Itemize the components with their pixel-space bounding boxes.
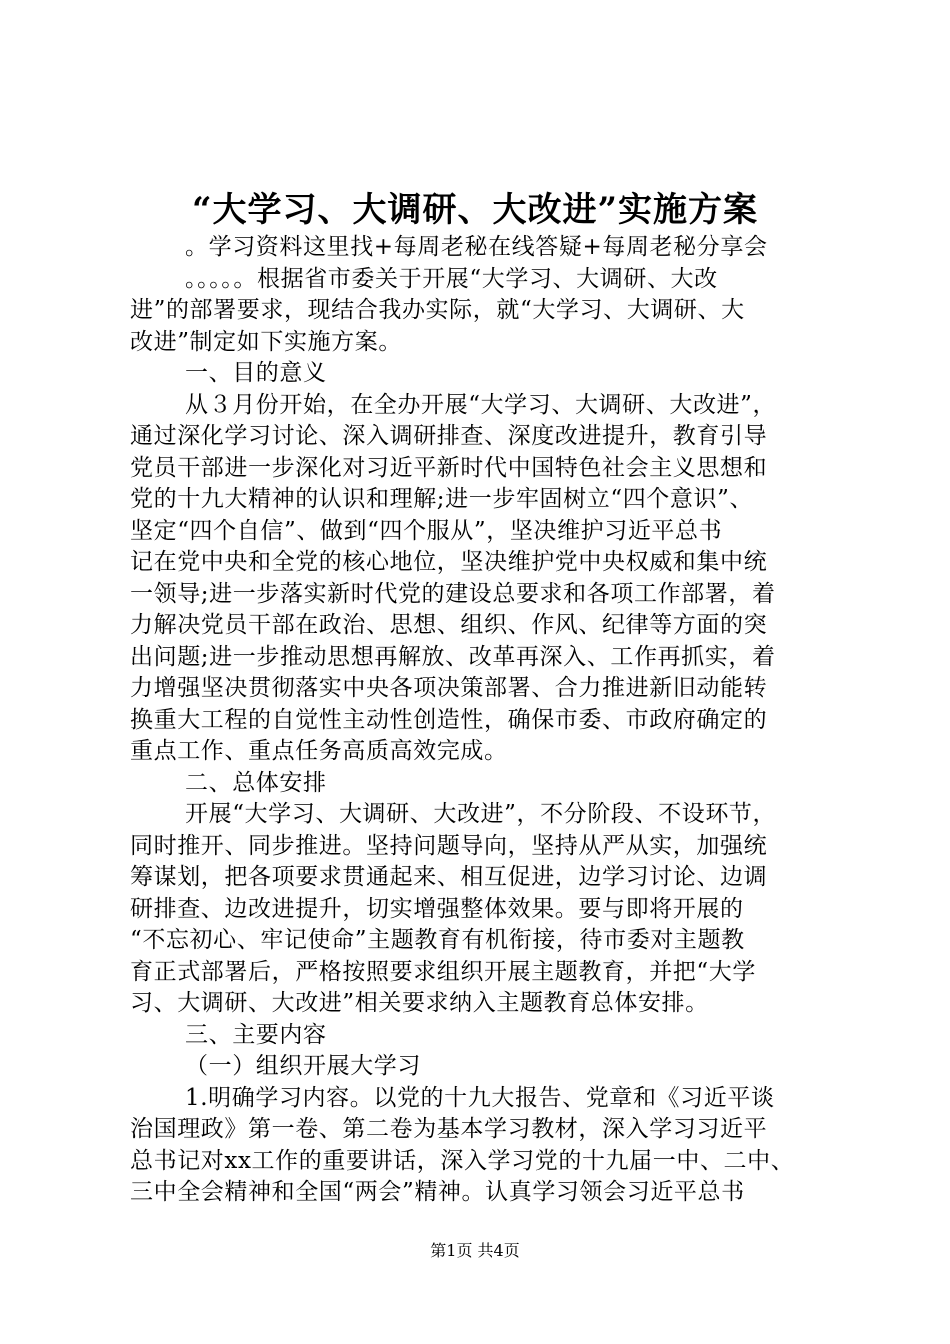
text-line: “不忘初心、牢记使命”主题教育有机衔接，待市委对主题教 xyxy=(130,927,745,953)
page-footer: 第1页 共4页 xyxy=(430,1241,520,1260)
document-title: “大学习、大调研、大改进”实施方案 xyxy=(191,190,759,230)
text-line: 从３月份开始，在全办开展“大学习、大调研、大改进”， xyxy=(185,391,777,418)
text-line: 一、目的意义 xyxy=(185,360,327,386)
text-line: 力解决党员干部在政治、思想、组织、作风、纪律等方面的突 xyxy=(130,612,768,638)
text-line: 二、总体安排 xyxy=(185,769,327,796)
text-line: 力增强坚决贯彻落实中央各项决策部署、合力推进新旧动能转 xyxy=(130,675,768,701)
text-line: 研排查、边改进提升，切实增强整体效果。要与即将开展的 xyxy=(130,895,744,922)
text-line: 一领导;进一步落实新时代党的建设总要求和各项工作部署，着 xyxy=(130,580,776,607)
text-line: 党员干部进一步深化对习近平新时代中国特色社会主义思想和 xyxy=(130,454,768,481)
text-line: 治国理政》第一卷、第二卷为基本学习教材，深入学习习近平 xyxy=(130,1116,768,1142)
text-line: 总书记对xx工作的重要讲话，深入学习党的十九届一中、二中、 xyxy=(130,1147,795,1174)
text-line: 坚定“四个自信”、做到“四个服从”，坚决维护习近平总书 xyxy=(130,517,723,544)
text-line: 通过深化学习讨论、深入调研排查、深度改进提升，教育引导 xyxy=(130,423,768,449)
text-line: 三、主要内容 xyxy=(185,1021,327,1048)
text-line: 同时推开、同步推进。坚持问题导向，坚持从严从实，加强统 xyxy=(130,832,768,859)
document-body xyxy=(130,232,830,1209)
text-line: 。。。。。根据省市委关于开展“大学习、大调研、大改 xyxy=(185,265,718,292)
text-line: 进”的部署要求，现结合我办实际，就“大学习、大调研、大 xyxy=(130,297,745,323)
text-line: 1.明确学习内容。以党的十九大报告、党章和《习近平谈 xyxy=(185,1084,775,1111)
text-line: 三中全会精神和全国“两会”精神。认真学习领会习近平总书 xyxy=(130,1179,745,1205)
text-line: 党的十九大精神的认识和理解;进一步牢固树立“四个意识”、 xyxy=(130,486,754,512)
text-line: （一）组织开展大学习 xyxy=(185,1053,421,1079)
text-line: 出问题;进一步推动思想再解放、改革再深入、工作再抓实，着 xyxy=(130,643,776,670)
text-line: 换重大工程的自觉性主动性创造性，确保市委、市政府确定的 xyxy=(130,706,768,733)
text-line: 开展“大学习、大调研、大改进”，不分阶段、不设环节， xyxy=(185,801,777,827)
text-line: 重点工作、重点任务高质高效完成。 xyxy=(130,738,508,764)
text-line: 习、大调研、大改进”相关要求纳入主题教育总体安排。 xyxy=(130,990,709,1016)
text-line: 记在党中央和全党的核心地位，坚决维护党中央权威和集中统 xyxy=(130,549,768,575)
text-line: 筹谋划，把各项要求贯通起来、相互促进，边学习讨论、边调 xyxy=(130,864,768,890)
text-line: 改进”制定如下实施方案。 xyxy=(130,328,402,355)
text-line: 育正式部署后，严格按照要求组织开展主题教育，并把“大学 xyxy=(130,958,756,985)
text-line: 。学习资料这里找+每周老秘在线答疑+每周老秘分享会 xyxy=(185,234,768,260)
